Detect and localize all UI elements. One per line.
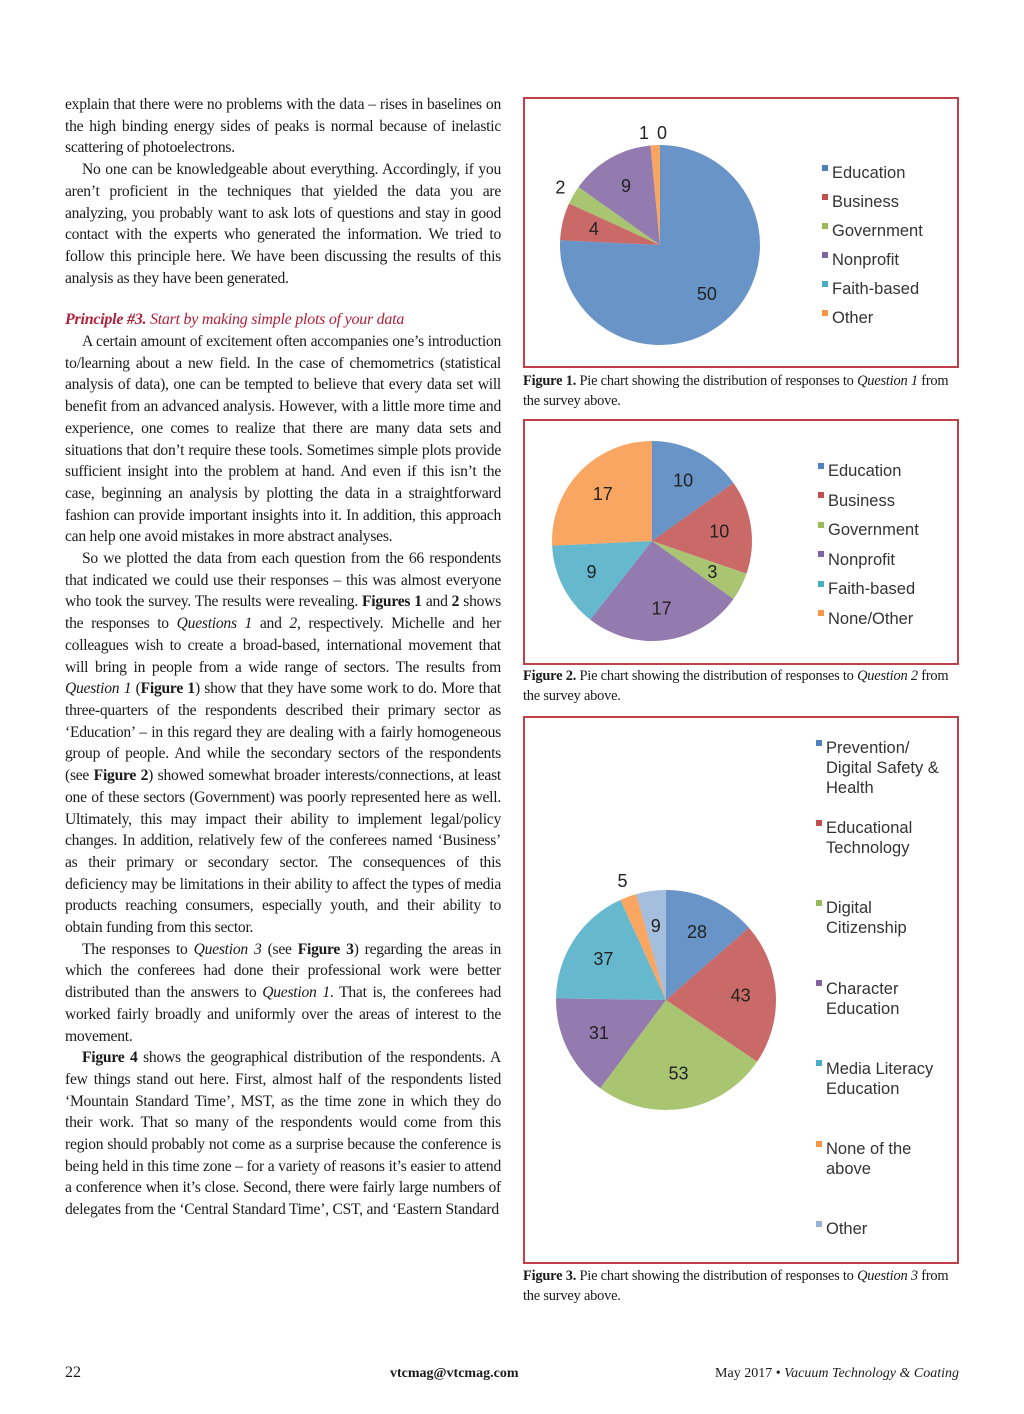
text-run: ) regarding the areas in which the conferees had done their professional work were better distributed than the answers to bbox=[65, 940, 501, 1002]
caption-tail: from the survey above. bbox=[523, 373, 949, 409]
page-number: 22 bbox=[65, 1364, 81, 1381]
text-run: (see bbox=[261, 940, 298, 958]
slice-value-label: 50 bbox=[696, 284, 717, 305]
figure-1-chart bbox=[523, 97, 959, 368]
legend-item bbox=[822, 308, 873, 328]
paragraph bbox=[65, 159, 501, 289]
legend-item bbox=[818, 461, 901, 481]
text-run: Figure 1 bbox=[140, 680, 195, 698]
legend-swatch bbox=[818, 581, 824, 587]
legend-item bbox=[816, 738, 939, 798]
text-run: Start by making simple plots of your data bbox=[146, 311, 405, 329]
slice-value-label: 9 bbox=[620, 176, 632, 197]
text-run: shows the responses to bbox=[65, 593, 501, 633]
legend-label-line: Education bbox=[826, 1079, 900, 1098]
slice-value-label: 0 bbox=[656, 123, 668, 143]
legend-swatch bbox=[822, 165, 828, 171]
legend-label-line: Health bbox=[826, 779, 874, 797]
legend-swatch bbox=[816, 1060, 822, 1066]
text-run: The responses to bbox=[82, 940, 194, 958]
legend-label bbox=[826, 818, 912, 858]
paragraph bbox=[65, 1047, 501, 1221]
caption-question: Question 2 bbox=[857, 668, 918, 684]
legend-label: Nonprofit bbox=[832, 251, 899, 269]
legend-item bbox=[818, 609, 913, 629]
legend-swatch bbox=[822, 281, 828, 287]
legend-label: Business bbox=[828, 491, 895, 510]
caption-text: Pie chart showing the distribution of responses to bbox=[576, 668, 858, 684]
slice-value-label: 37 bbox=[593, 949, 614, 970]
legend-label: Education bbox=[828, 462, 902, 480]
legend-label-line: Media Literacy bbox=[826, 1059, 934, 1078]
legend-item bbox=[816, 818, 912, 858]
legend-swatch bbox=[818, 463, 824, 469]
text-run: and bbox=[421, 593, 452, 611]
legend-item bbox=[818, 491, 895, 511]
legend-label-line: Technology bbox=[826, 839, 910, 858]
text-run: Questions 1 bbox=[176, 615, 253, 633]
text-run: explain that there were no problems with the data – rises in baselines on the high binding energy sides of peaks is normal because of inelastic scattering of photoelectrons. bbox=[65, 96, 501, 157]
legend-item bbox=[816, 898, 907, 938]
caption-text: Pie chart showing the distribution of responses to bbox=[576, 1268, 858, 1284]
legend-label: Faith-based bbox=[832, 280, 920, 298]
pie-chart bbox=[525, 421, 961, 667]
legend-swatch bbox=[818, 522, 824, 528]
text-run: So we plotted the data from each question from the 66 respondents that indicated we could use their responses – this was almost everyone who took the survey. The results were revealing. bbox=[65, 550, 501, 611]
legend-label: None/Other bbox=[828, 609, 914, 628]
legend-swatch bbox=[816, 1221, 822, 1227]
text-run: 2 bbox=[451, 593, 460, 611]
text-run: ( bbox=[131, 680, 141, 698]
legend-label: Nonprofit bbox=[828, 550, 895, 569]
text-run: Figures 1 bbox=[362, 593, 422, 611]
legend-label bbox=[826, 979, 899, 1019]
legend-item bbox=[822, 221, 923, 241]
legend-swatch bbox=[818, 551, 824, 557]
legend-swatch bbox=[822, 252, 828, 258]
legend-swatch bbox=[816, 740, 822, 746]
slice-value-label: 4 bbox=[588, 218, 599, 239]
legend-label-line: Education bbox=[826, 999, 900, 1018]
legend-item bbox=[818, 550, 895, 570]
text-run: and bbox=[252, 615, 290, 633]
paragraph bbox=[65, 94, 501, 159]
figure-2-chart bbox=[523, 419, 959, 665]
text-run: A certain amount of excitement often accompanies one’s introduction to/learning about a new field. In the case of chemometrics (statistical analysis of data), one can be tempted to believe that every data set will benefit from an advanced analysis. However, with a little more time and experience, one comes to realize that there are many data sets and situations that don’t require these tools. Sometimes simple plots provide sufficient insight into the problem at hand. And even if this isn’t the case, beginning an analysis by plotting the data in a straightforward fashion can provide important insights into it. In addition, this approach can help one avoid mistakes in more abstract analyses. bbox=[65, 333, 501, 546]
legend-label-line: None of the bbox=[826, 1140, 912, 1158]
figure-3-caption bbox=[523, 1266, 963, 1306]
slice-value-label: 5 bbox=[617, 871, 628, 892]
legend-swatch bbox=[816, 820, 822, 826]
text-run: 2 bbox=[289, 615, 297, 633]
legend-item bbox=[818, 520, 919, 540]
legend-swatch bbox=[818, 492, 824, 498]
text-run: . That is, the conferees had worked fairly broadly and uniformly over the areas of interest to the movement. bbox=[65, 984, 501, 1045]
caption-text: Pie chart showing the distribution of responses to bbox=[576, 373, 858, 389]
text-run: Question 3 bbox=[193, 940, 262, 958]
text-run: Figure 4 bbox=[82, 1049, 138, 1067]
text-run: shows the geographical distribution of the respondents. A few things stand out here. First, almost half of the respondents listed ‘Mountain Standard Time’, MST, as the time zone in which they do their work. That so many of the respondents would come from this region should probably not come as a surprise because the conference is being held in this time zone – for a variety of reasons it’s easier to attend a conference when it’s close. Second, there were fairly large numbers of delegates from the ‘Central Standard Time’, CST, and ‘Eastern Standard bbox=[65, 1049, 501, 1219]
slice-value-label: 10 bbox=[709, 521, 730, 542]
text-run: ) show that they have some work to do. More that three-quarters of the respondents described their primary sector as ‘Education’ – in this regard they are dealing with a fairly homogeneous group of people. And while the secondary sectors of the respondents (see bbox=[65, 680, 501, 785]
legend-label: Other bbox=[832, 309, 874, 327]
legend-label bbox=[826, 738, 939, 798]
magazine-name: Vacuum Technology & Coating bbox=[784, 1366, 959, 1381]
text-run: Figure 3 bbox=[297, 940, 354, 958]
legend-swatch bbox=[818, 610, 824, 616]
legend-label-line: Digital bbox=[826, 899, 872, 918]
slice-value-label: 9 bbox=[586, 562, 597, 583]
caption-label: Figure 2. bbox=[523, 668, 577, 684]
paragraph bbox=[65, 331, 501, 548]
caption-label: Figure 3. bbox=[523, 1268, 577, 1284]
legend-label: Faith-based bbox=[828, 580, 916, 598]
text-run: ) showed somewhat broader interests/connections, at least one of these sectors (Government) was poorly represented here as well. Ultimately, this may impact their ability to implement legal/policy changes. In addition, relatively few of the conferees named ‘Business’ as their primary or secondary sector. The consequences of this deficiency may be limitations in their ability to affect the types of media products reaching consumers, especially youth, and their ability to obtain funding from this sector. bbox=[65, 767, 501, 937]
legend-item bbox=[816, 1219, 867, 1239]
slice-value-label: 17 bbox=[592, 484, 613, 505]
legend-item bbox=[818, 579, 915, 599]
legend-swatch bbox=[822, 310, 828, 316]
legend-swatch bbox=[816, 1141, 822, 1147]
legend-swatch bbox=[822, 223, 828, 229]
slice-value-label: 9 bbox=[650, 915, 661, 936]
caption-question: Question 1 bbox=[857, 373, 918, 389]
issue-date: May 2017 bbox=[715, 1366, 773, 1381]
slice-value-label: 17 bbox=[651, 598, 672, 619]
legend-label: Government bbox=[828, 521, 919, 539]
legend-label bbox=[826, 898, 907, 938]
slice-value-label: 53 bbox=[668, 1063, 689, 1084]
legend-label bbox=[826, 1219, 867, 1239]
legend-label-line: Educational bbox=[826, 819, 913, 838]
caption-tail: from the survey above. bbox=[523, 1268, 949, 1304]
legend-item bbox=[816, 979, 899, 1019]
text-run: , respectively. Michelle and her colleagues wish to create a broad-based, international movement that will bring in people from a wide range of sectors. The results from bbox=[65, 615, 502, 676]
slice-value-label: 10 bbox=[673, 470, 694, 491]
legend-label-line: Character bbox=[826, 979, 899, 998]
legend-label-line: Other bbox=[826, 1220, 868, 1239]
slice-value-label: 31 bbox=[588, 1023, 609, 1044]
slice-value-label: 3 bbox=[707, 562, 718, 583]
legend-label bbox=[826, 1139, 911, 1179]
legend-item bbox=[822, 192, 899, 212]
text-run: No one can be knowledgeable about everything. Accordingly, if you aren’t proficient in the techniques that yielded the data you are analyzing, you probably want to ask lots of questions and stay in good contact with the experts who generated the information. We tried to follow this principle here. We have been discussing the results of this analysis as they have been generated. bbox=[65, 161, 501, 287]
slice-value-label: 1 bbox=[638, 123, 650, 143]
footer-email[interactable]: vtcmag@vtcmag.com bbox=[390, 1366, 519, 1381]
section-heading bbox=[65, 309, 501, 331]
paragraph bbox=[65, 939, 501, 1048]
legend-label-line: Digital Safety & bbox=[826, 759, 939, 777]
article-body bbox=[65, 94, 501, 1221]
paragraph bbox=[65, 548, 501, 939]
legend-item bbox=[822, 163, 905, 183]
text-run: Figure 2 bbox=[93, 767, 149, 785]
legend-label bbox=[826, 1059, 933, 1099]
legend-label: Business bbox=[832, 193, 899, 211]
legend-item bbox=[816, 1139, 911, 1179]
legend-swatch bbox=[816, 980, 822, 986]
legend-swatch bbox=[816, 900, 822, 906]
caption-tail: from the survey above. bbox=[523, 668, 949, 704]
text-run: Question 1 bbox=[65, 680, 132, 698]
figure-2-caption bbox=[523, 666, 963, 706]
legend-label: Government bbox=[832, 222, 923, 240]
figure-3-chart bbox=[523, 716, 959, 1264]
legend-label-line: Citizenship bbox=[826, 919, 907, 938]
slice-value-label: 43 bbox=[730, 985, 751, 1006]
slice-value-label: 2 bbox=[555, 177, 566, 198]
footer-issue bbox=[715, 1366, 959, 1382]
text-run: Question 1 bbox=[262, 984, 330, 1002]
legend-item bbox=[816, 1059, 933, 1099]
legend-label: Education bbox=[832, 164, 906, 182]
legend-item bbox=[822, 250, 899, 270]
caption-question: Question 3 bbox=[857, 1268, 918, 1284]
caption-label: Figure 1. bbox=[523, 373, 577, 389]
bullet-separator: • bbox=[775, 1366, 781, 1381]
legend-item bbox=[822, 279, 919, 299]
figure-1-caption bbox=[523, 371, 963, 411]
legend-label-line: Prevention/ bbox=[826, 739, 910, 757]
text-run: Principle #3. bbox=[65, 311, 147, 329]
legend-swatch bbox=[822, 194, 828, 200]
slice-value-label: 28 bbox=[686, 921, 707, 942]
legend-label-line: above bbox=[826, 1160, 871, 1178]
